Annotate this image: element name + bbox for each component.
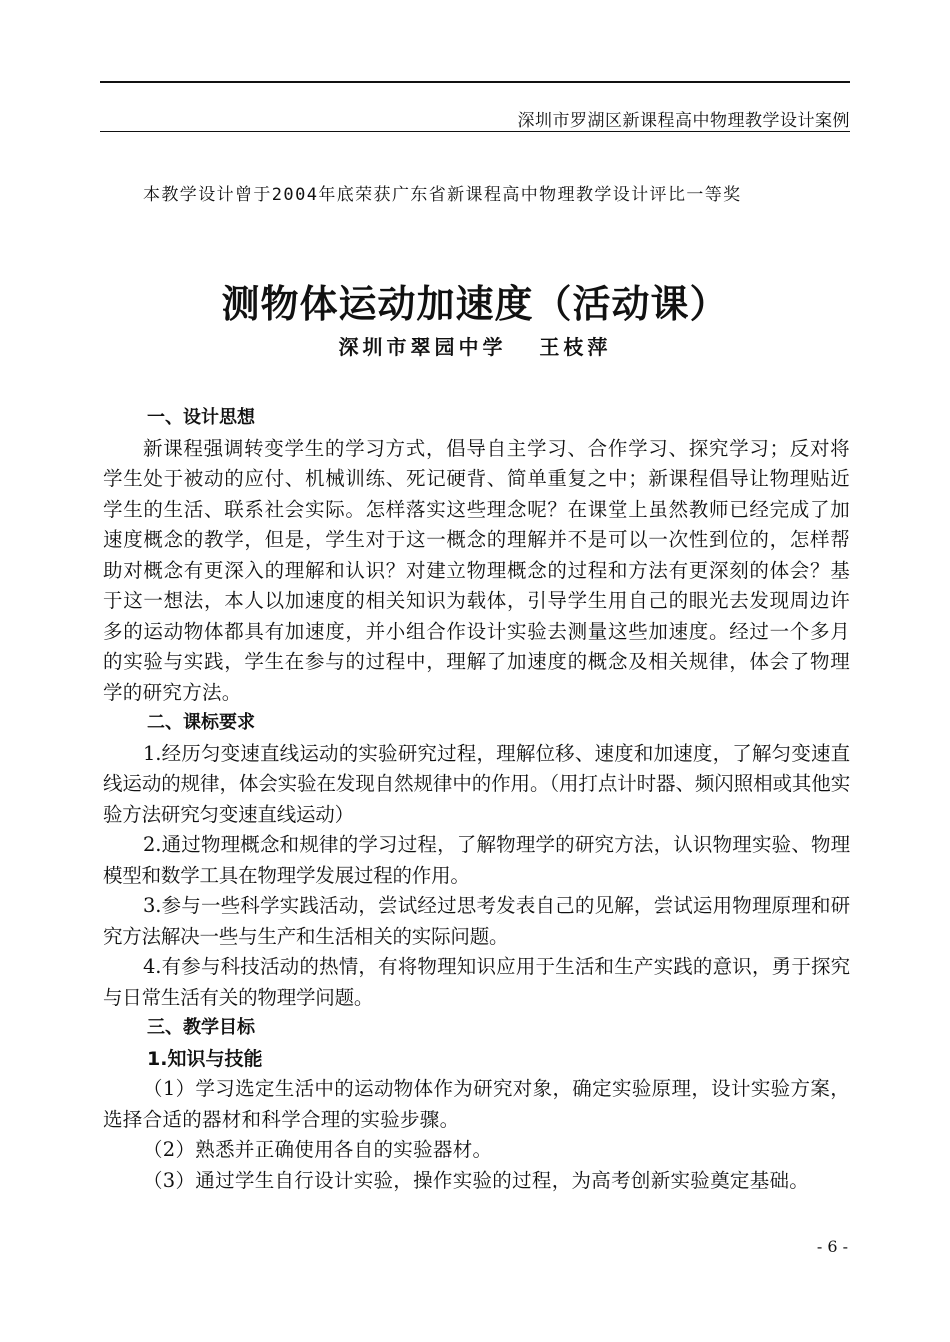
paragraph-curriculum-4: 4.有参与科技活动的热情，有将物理知识应用于生活和生产实践的意识，勇于探究与日常生活有关的物理学问题。: [103, 955, 850, 1009]
author-line: 深圳市翠园中学 王枝萍: [338, 335, 612, 359]
document-title: 测物体运动加速度（活动课）: [221, 282, 729, 326]
award-note: 本教学设计曾于2004年底荣获广东省新课程高中物理教学设计评比一等奖: [143, 185, 742, 205]
paragraph-design-idea: 新课程强调转变学生的学习方式，倡导自主学习、合作学习、探究学习；反对将学生处于被动的应付、机械训练、死记硬背、简单重复之中；新课程倡导让物理贴近学生的生活、联系社会实际。怎样落实这些理念呢？在课堂上虽然教师已经完成了加速度概念的教学，但是，学生对于这一概念的理解并不是可以一次性到位的，怎样帮助对概念有更深入的理解和认识？对建立物理概念的过程和方法有更深刻的体会？基于这一想法，本人以加速度的相关知识为载体，引导学生用自己的眼光去发现周边许多的运动物体都具有加速度，并小组合作设计实验去测量这些加速度。经过一个多月的实验与实践，学生在参与的过程中，理解了加速度的概念及相关规律，体会了物理学的研究方法。: [103, 436, 850, 704]
paragraph-curriculum-1: 1.经历匀变速直线运动的实验研究过程，理解位移、速度和加速度，了解匀变速直线运动的规律，体会实验在发现自然规律中的作用。（用打点计时器、频闪照相或其他实验方法研究匀变速直线运动）: [103, 741, 850, 826]
section-heading-design-idea: 一、设计思想: [147, 407, 255, 428]
document-body: [103, 403, 850, 1196]
page-number: - 6 -: [816, 1237, 848, 1256]
paragraph-objective-3: （3）通过学生自行设计实验，操作实验的过程，为高考创新实验奠定基础。: [143, 1168, 810, 1192]
paragraph-objective-1: （1）学习选定生活中的运动物体作为研究对象，确定实验原理，设计实验方案，选择合适的器材和科学合理的实验步骤。: [103, 1077, 850, 1131]
running-header: 深圳市罗湖区新课程高中物理教学设计案例: [517, 111, 850, 131]
subheading-knowledge-skills: 1.知识与技能: [147, 1047, 263, 1070]
paragraph-curriculum-3: 3.参与一些科学实践活动，尝试经过思考发表自己的见解，尝试运用物理原理和研究方法解决一些与生产和生活相关的实际问题。: [103, 894, 850, 948]
section-heading-objectives: 三、教学目标: [147, 1017, 255, 1038]
section-heading-curriculum: 二、课标要求: [147, 712, 255, 733]
header-bottom-rule: [100, 131, 850, 132]
header-top-rule: [100, 81, 850, 83]
paragraph-curriculum-2: 2.通过物理概念和规律的学习过程，了解物理学的研究方法，认识物理实验、物理模型和数学工具在物理学发展过程的作用。: [103, 833, 850, 887]
paragraph-objective-2: （2）熟悉并正确使用各自的实验器材。: [143, 1138, 493, 1161]
